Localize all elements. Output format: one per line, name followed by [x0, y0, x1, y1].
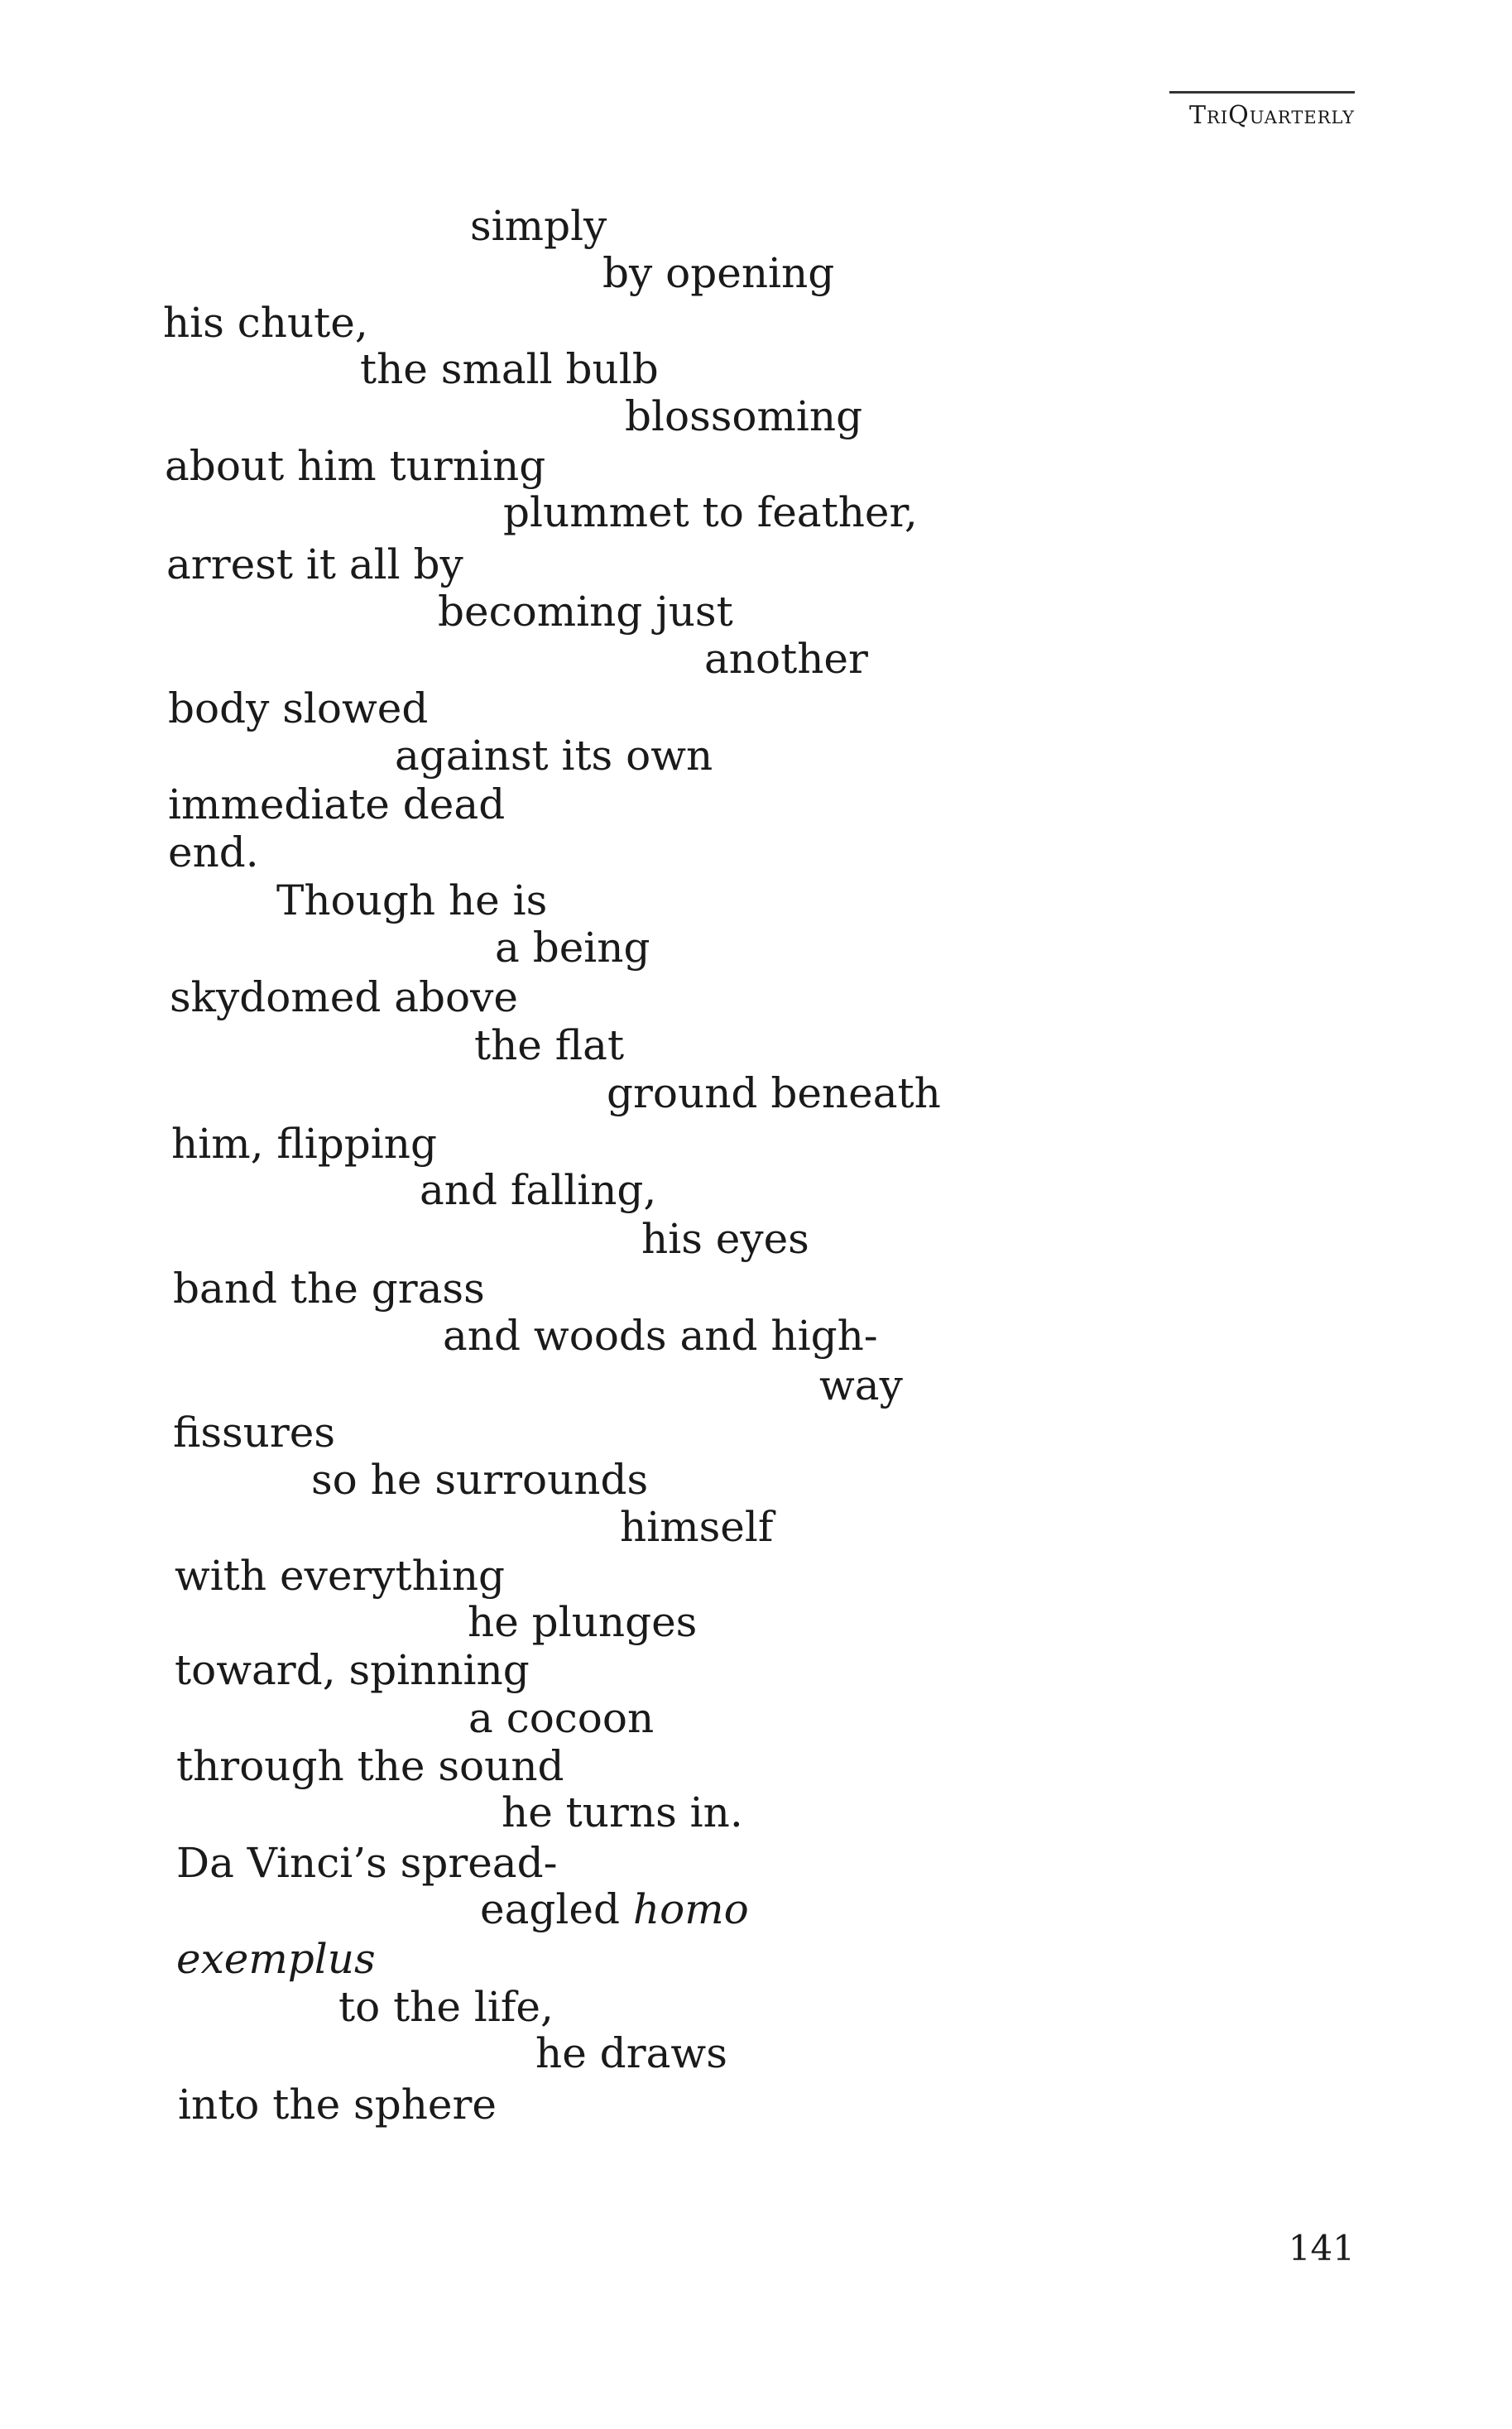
poem-line-text: end.: [168, 828, 259, 876]
poem-line-text: himself: [620, 1503, 774, 1551]
poem-line-text: body slowed: [168, 684, 429, 732]
poem-line-text: another: [704, 635, 868, 683]
poem-line-italic-text: homo: [632, 1885, 749, 1933]
poem-line: [420, 1166, 657, 1214]
poem-line: [395, 732, 713, 780]
poem-line: [641, 1215, 809, 1263]
poem-line: [602, 249, 835, 297]
poem-line-italic-text: exemplus: [176, 1935, 376, 1983]
poem-line-text: and falling,: [420, 1166, 657, 1214]
poem-line: [311, 1456, 649, 1504]
header-rule: [1169, 91, 1355, 94]
poem-line-text: him, flipping: [171, 1120, 437, 1168]
poem-line: [176, 1742, 564, 1790]
poem-line: [468, 1598, 698, 1646]
poem-line: [168, 780, 506, 828]
poem-line-text: the flat: [474, 1021, 625, 1069]
poem-line-text: the small bulb: [360, 345, 659, 393]
poem-line-text: his chute,: [163, 299, 368, 347]
poem-line: [173, 1265, 485, 1313]
poem-line-text: becoming just: [438, 588, 733, 636]
poem-line: [175, 1552, 506, 1600]
poem-line-text: Though he is: [276, 876, 548, 924]
poem-line: [168, 684, 429, 732]
poem-line-text: he turns in.: [502, 1788, 743, 1836]
poem-line: [495, 924, 650, 972]
poem-line-text: to the life,: [338, 1983, 554, 2031]
poem-line: [620, 1503, 774, 1551]
poem-line-text: arrest it all by: [166, 540, 463, 588]
poem-line: [819, 1361, 903, 1409]
poem-line-text: simply: [470, 202, 607, 250]
poem-line-text: fissures: [173, 1409, 336, 1457]
poem-line: [170, 973, 518, 1021]
poem-line-text: by opening: [602, 249, 835, 297]
poem-line: [276, 876, 548, 924]
poem-line: [166, 540, 463, 588]
poem-line-text: toward, spinning: [175, 1646, 530, 1694]
poem-line: [438, 588, 733, 636]
poem-line-text: and woods and high-: [443, 1312, 878, 1360]
poem-line: [607, 1069, 941, 1117]
poem-line: [503, 488, 918, 536]
poem-line-text: his eyes: [641, 1215, 809, 1263]
poem-line-text: a being: [495, 924, 650, 972]
poem-line-text: blossoming: [625, 392, 863, 440]
poem-line-text: a cocoon: [468, 1694, 655, 1742]
poem-line-text: plummet to feather,: [503, 488, 918, 536]
poem-line-text: immediate dead: [168, 780, 506, 828]
poem-line: [470, 202, 607, 250]
poem-line: [168, 828, 259, 876]
poem-line-text: against its own: [395, 732, 713, 780]
poem-line-text: skydomed above: [170, 973, 518, 1021]
poem-line-text: ground beneath: [607, 1069, 941, 1117]
poem-line-text: about him turning: [165, 442, 546, 490]
poem-line: [360, 345, 659, 393]
running-header: TriQuarterly: [1189, 101, 1355, 130]
poem-line-text: he draws: [535, 2029, 727, 2077]
poem-line: [468, 1694, 655, 1742]
poem-line: [173, 1409, 336, 1457]
poem-line: [338, 1983, 554, 2031]
poem-line: [704, 635, 868, 683]
poem-line-text: band the grass: [173, 1265, 485, 1313]
poem-line-text: he plunges: [468, 1598, 698, 1646]
poem-line-text: way: [819, 1361, 903, 1409]
poem-line: [175, 1646, 530, 1694]
poem-line-text: through the sound: [176, 1742, 564, 1790]
page-number: 141: [1288, 2228, 1355, 2268]
poem-line: [502, 1788, 743, 1836]
poem-line: [625, 392, 863, 440]
poem-line-text: into the sphere: [178, 2081, 497, 2129]
poem-line-text: with everything: [175, 1552, 506, 1600]
poem-line: [176, 1839, 558, 1887]
poem-line: [163, 299, 368, 347]
poem-line: [165, 442, 546, 490]
poem-line: [171, 1120, 437, 1168]
poem-line: [474, 1021, 625, 1069]
poem-line: [480, 1885, 749, 1933]
poem-line-text: Da Vinci’s spread-: [176, 1839, 558, 1887]
poem-line: [535, 2029, 727, 2077]
poem-line-text: eagled: [480, 1885, 633, 1933]
poem-line: [176, 1935, 376, 1983]
poem-line: [178, 2081, 497, 2129]
poem-line: [443, 1312, 878, 1360]
poem-line-text: so he surrounds: [311, 1456, 649, 1504]
